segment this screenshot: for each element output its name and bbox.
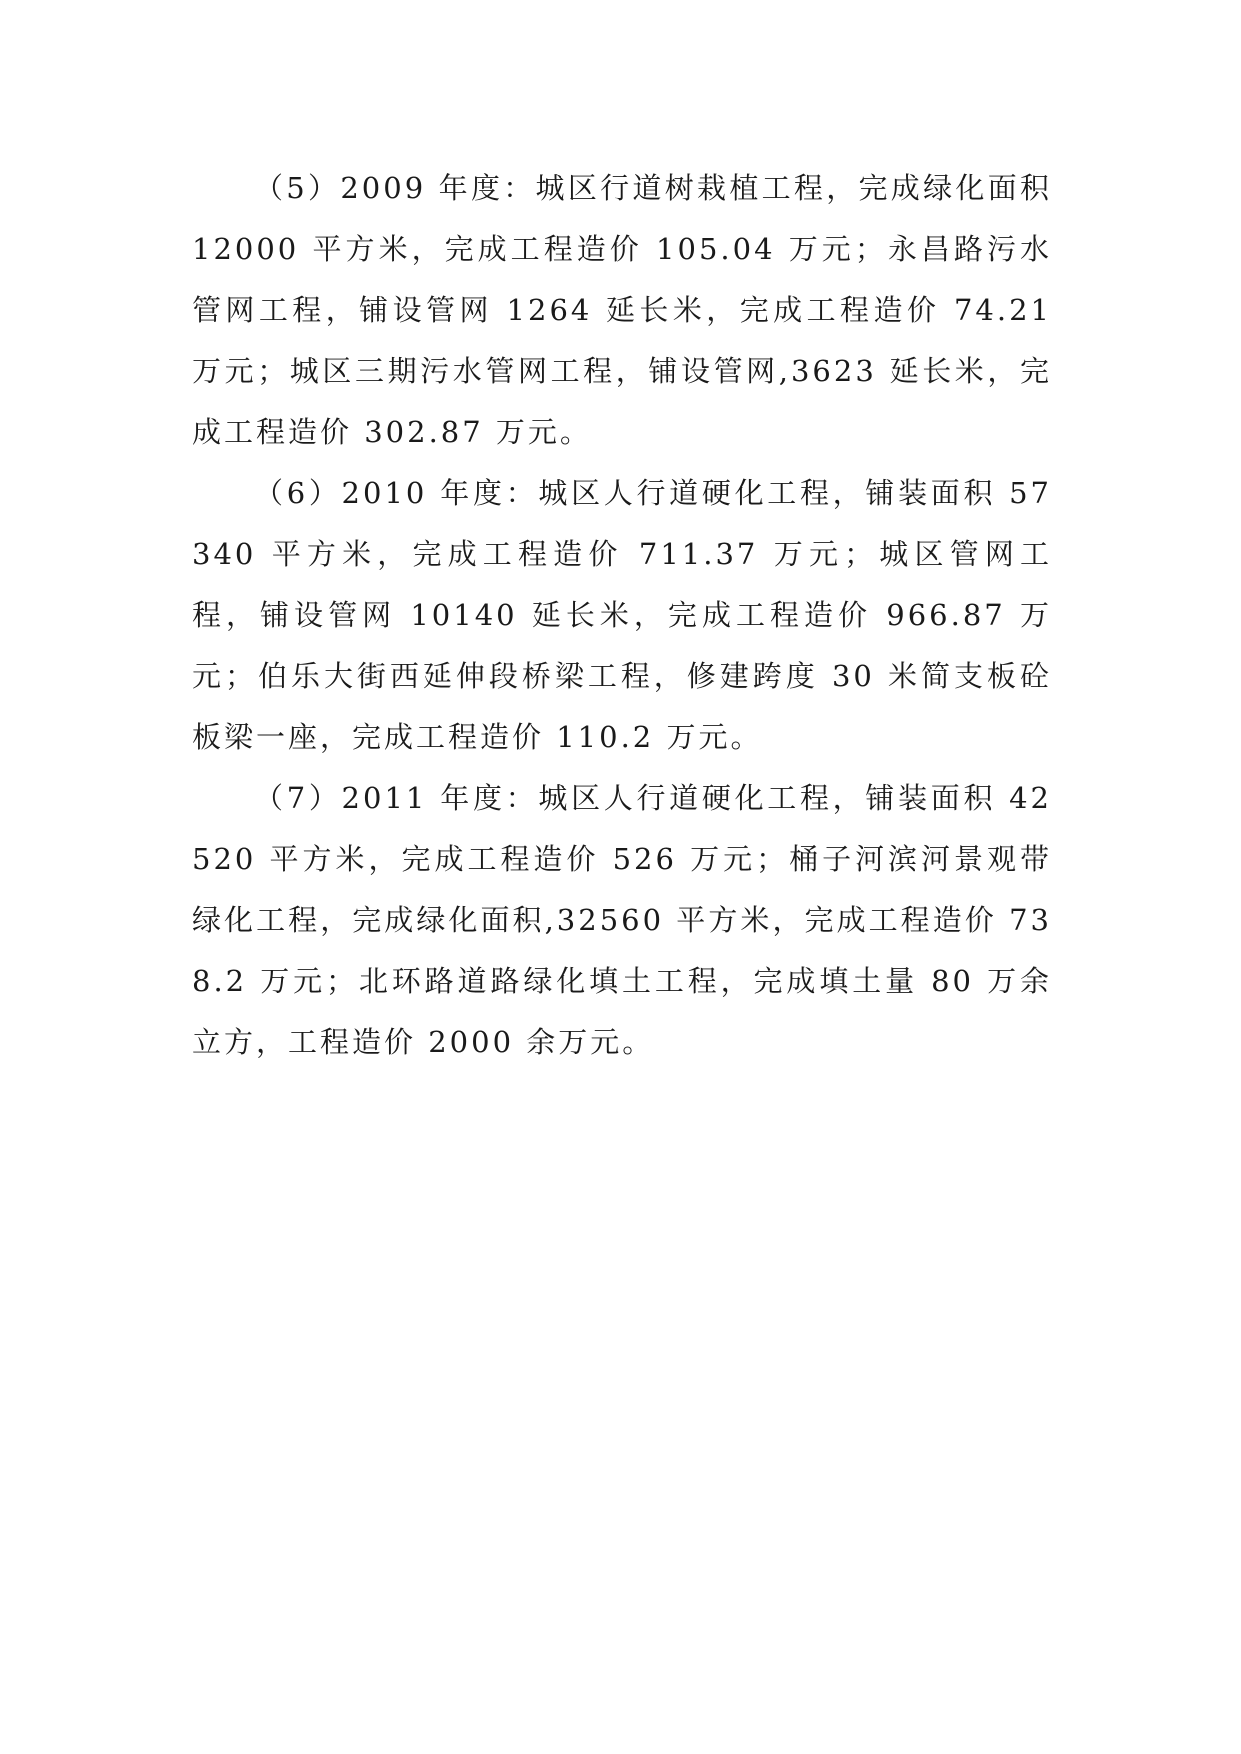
- paragraph-2009: （5）2009 年度：城区行道树栽植工程，完成绿化面积 12000 平方米，完成工程造价 105.04 万元；永昌路污水管网工程，铺设管网 1264 延长米，完成工程造价 74.21 万元；城区三期污水管网工程，铺设管网,3623 延长米，完成工程造价 302.87 万元。: [192, 171, 1052, 449]
- document-body: [192, 158, 1052, 1073]
- paragraph-2010: （6）2010 年度：城区人行道硬化工程，铺装面积 57340 平方米，完成工程造价 711.37 万元；城区管网工程，铺设管网 10140 延长米，完成工程造价 966.87 万元；伯乐大街西延伸段桥梁工程，修建跨度 30 米简支板砼板梁一座，完成工程造价 110.2 万元。: [192, 476, 1052, 754]
- paragraph-2011: （7）2011 年度：城区人行道硬化工程，铺装面积 42520 平方米，完成工程造价 526 万元；桶子河滨河景观带绿化工程，完成绿化面积,32560 平方米，完成工程造价 738.2 万元；北环路道路绿化填土工程，完成填土量 80 万余立方，工程造价 2000 余万元。: [192, 781, 1052, 1059]
